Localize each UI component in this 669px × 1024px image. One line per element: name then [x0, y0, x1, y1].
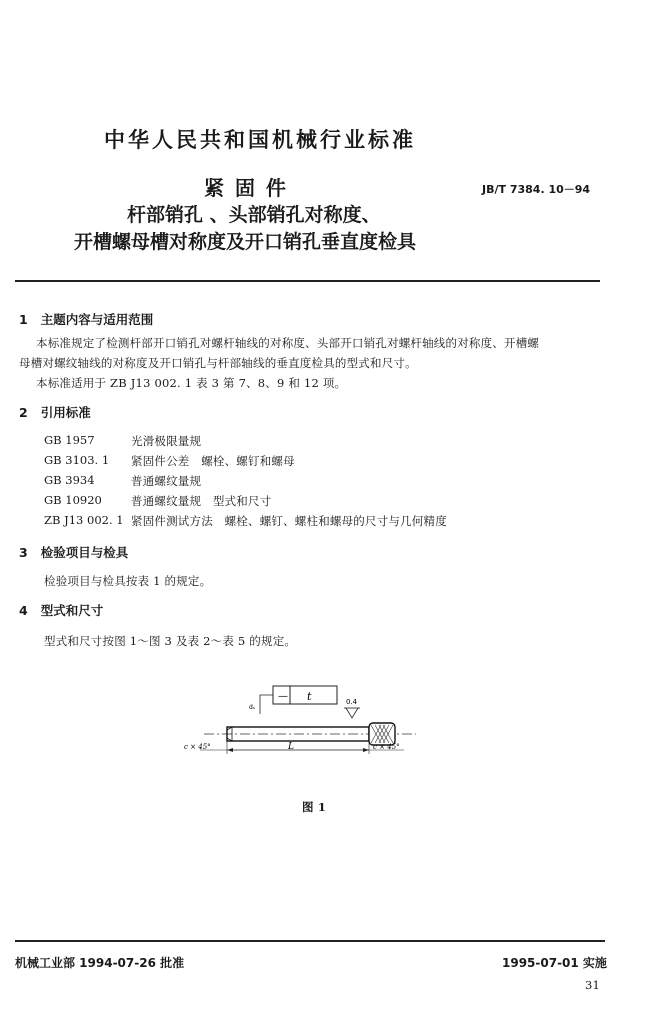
knurled-head — [369, 723, 395, 745]
small-dim-label: dₛ — [249, 704, 256, 711]
section-1-paragraph-3: 本标准适用于 ZB J13 002. 1 表 3 第 7、8、9 和 12 项。 — [36, 376, 347, 390]
standard-number: JB/T 7384. 10－94 — [482, 183, 591, 196]
roughness-symbol — [346, 708, 358, 718]
section-number: 4 — [19, 603, 28, 618]
chamfer-right-label: c × 45° — [373, 743, 400, 751]
footer-rule — [15, 940, 605, 942]
section-number: 1 — [19, 312, 28, 327]
page-number: 31 — [585, 978, 601, 992]
figure-1-caption: 图 1 — [302, 800, 327, 814]
tolerance-leader — [260, 695, 273, 714]
section-title: 引用标准 — [40, 405, 91, 420]
tolerance-symbol: — — [278, 691, 288, 702]
section-number: 3 — [19, 545, 28, 560]
title-line-3: 开槽螺母槽对称度及开口销孔垂直度检具 — [74, 231, 417, 253]
section-1-paragraph-1: 本标准规定了检测杆部开口销孔对螺杆轴线的对称度、头部开口销孔对螺杆轴线的对称度、开槽螺 — [36, 336, 540, 350]
section-title: 主题内容与适用范围 — [40, 312, 154, 327]
org-title: 中华人民共和国机械行业标准 — [104, 128, 416, 152]
section-4-paragraph: 型式和尺寸按图 1～图 3 及表 2～表 5 的规定。 — [44, 634, 297, 648]
ref-code: ZB J13 002. 1 — [44, 513, 124, 527]
title-line-2: 杆部销孔 、头部销孔对称度、 — [127, 204, 381, 226]
header-rule — [15, 280, 600, 282]
figure-1-drawing — [160, 680, 430, 780]
section-title: 型式和尺寸 — [40, 603, 104, 618]
section-number: 2 — [19, 405, 28, 420]
ref-title: 普通螺纹量规 型式和尺寸 — [131, 494, 272, 508]
section-3-heading — [19, 543, 128, 561]
section-3-paragraph: 检验项目与检具按表 1 的规定。 — [44, 574, 212, 588]
ref-code: GB 3103. 1 — [44, 453, 110, 467]
ref-title: 紧固件公差 螺栓、螺钉和螺母 — [131, 454, 295, 468]
chamfer-left-label: c × 45° — [184, 743, 211, 751]
tolerance-value: t — [307, 690, 312, 703]
section-4-heading — [19, 601, 103, 619]
section-1-paragraph-2: 母槽对螺纹轴线的对称度及开口销孔与杆部轴线的垂直度检具的型式和尺寸。 — [19, 356, 417, 370]
ref-code: GB 3934 — [44, 473, 95, 487]
section-1-heading — [19, 310, 153, 328]
effective-date-text: 1995-07-01 实施 — [502, 956, 607, 970]
ref-title: 紧固件测试方法 螺栓、螺钉、螺柱和螺母的尺寸与几何精度 — [131, 514, 447, 528]
ref-title: 普通螺纹量规 — [131, 474, 202, 488]
section-title: 检验项目与检具 — [40, 545, 129, 560]
title-line-1: 紧 固 件 — [204, 176, 288, 200]
section-2-heading — [19, 403, 91, 421]
ref-code: GB 1957 — [44, 433, 95, 447]
ref-title: 光滑极限量规 — [131, 434, 202, 448]
ref-code: GB 10920 — [44, 493, 102, 507]
length-label: L — [288, 742, 294, 752]
approval-text: 机械工业部 1994-07-26 批准 — [15, 956, 185, 970]
roughness-value: 0.4 — [346, 698, 358, 706]
